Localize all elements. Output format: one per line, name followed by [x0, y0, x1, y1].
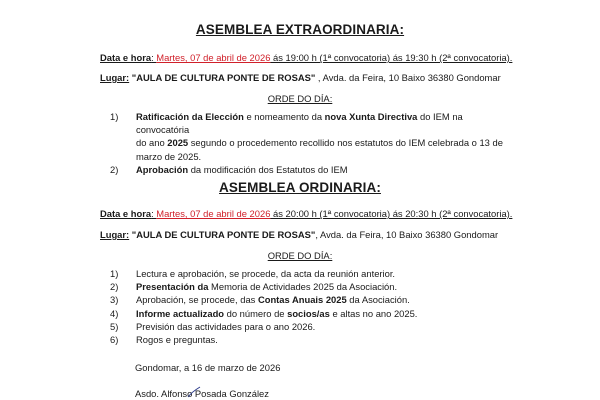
ordinaria-title: ASEMBLEA ORDINARIA:	[219, 180, 381, 195]
ordinaria-place-address: , Avda. da Feira, 10 Baixo 36380 Gondomar	[315, 229, 499, 240]
ordinaria-place-name: "AULA DE CULTURA PONTE DE ROSAS"	[131, 229, 316, 240]
item-number: 4)	[110, 307, 119, 319]
item-text: Memoria de Actividades 2025 da Asociación.	[208, 281, 398, 293]
extraordinaria-agenda-list	[110, 110, 510, 176]
list-item	[110, 280, 510, 293]
item-text: Aprobación, se procede, das	[136, 294, 258, 306]
item-text: do número de	[224, 307, 288, 319]
extraordinaria-date-line	[100, 52, 512, 63]
item-text-bold: Ratificación da Elección	[136, 111, 244, 122]
item-text-bold: 2025	[167, 137, 189, 149]
item-text-bold: Contas Anuais 2025	[257, 294, 347, 306]
item-text: e altas no ano 2025.	[329, 307, 418, 319]
item-number: 2)	[110, 281, 119, 293]
item-text: da modificación dos Estatutos do IEM	[188, 163, 348, 175]
list-item	[110, 293, 510, 306]
item-number: 2)	[110, 163, 119, 175]
list-item	[110, 307, 510, 320]
item-text: segundo o procedemento recollido nos estatutos do IEM celebrada o 13 de	[188, 137, 503, 149]
ordinaria-place-label: Lugar:	[100, 229, 130, 240]
list-item	[110, 320, 510, 333]
item-text-bold: nova Xunta Directiva	[324, 111, 418, 122]
item-text: Lectura e aprobación, se procede, da acta da reunión anterior.	[136, 268, 396, 279]
ordinaria-date-line	[100, 208, 512, 219]
item-number: 5)	[110, 320, 119, 332]
item-number: 1)	[110, 111, 119, 122]
list-item	[110, 333, 510, 346]
list-item	[110, 267, 510, 280]
item-number: 1)	[110, 268, 119, 279]
ordinaria-time-text: ás 20:00 h (1ª convocatoria) ás 20:30 h (2ª convocatoria).	[270, 208, 513, 219]
extraordinaria-title: ASEMBLEA EXTRAORDINARIA:	[195, 22, 405, 37]
extraordinaria-date-value: Martes, 07 de abril de 2026	[156, 52, 271, 63]
item-text: e nomeamento da	[243, 111, 325, 122]
extraordinaria-place-address: , Avda. da Feira, 10 Baixo 36380 Gondomar	[315, 72, 501, 83]
extraordinaria-place-line	[100, 72, 501, 83]
item-text-bold: socios/as	[287, 307, 330, 319]
extraordinaria-place-label: Lugar:	[100, 72, 130, 83]
list-item	[110, 110, 510, 163]
list-item	[110, 163, 510, 176]
item-text: marzo de 2025.	[136, 150, 202, 162]
extraordinaria-time-text: ás 19:00 h (1ª convocatoria) ás 19:30 h (2ª convocatoria).	[270, 52, 513, 63]
extraordinaria-agenda-heading: ORDE DO DÍA:	[267, 93, 333, 104]
item-text: do IEM na convocatória	[136, 111, 463, 136]
extraordinaria-date-label: Data e hora	[100, 52, 152, 63]
item-text: da Asociación.	[346, 294, 410, 306]
ordinaria-date-value: Martes, 07 de abril de 2026	[156, 208, 271, 219]
item-number: 3)	[110, 294, 119, 306]
item-number: 6)	[110, 334, 119, 346]
item-text: Rogos e preguntas.	[136, 334, 218, 346]
item-text: Previsión das actividades para o ano 2026.	[136, 320, 316, 332]
extraordinaria-place-name: "AULA DE CULTURA PONTE DE ROSAS"	[131, 72, 316, 83]
ordinaria-agenda-list	[110, 267, 510, 346]
ordinaria-date-sep: :	[151, 208, 157, 219]
place-and-date: Gondomar, a 16 de marzo de 2026	[135, 362, 281, 373]
item-text: do ano	[136, 137, 168, 149]
ordinaria-date-label: Data e hora	[100, 208, 152, 219]
ordinaria-place-line	[100, 229, 498, 240]
item-text-bold: Informe actualizado	[136, 307, 225, 319]
extraordinaria-date-sep: :	[151, 52, 157, 63]
signature-stroke-icon	[187, 386, 201, 398]
signature-line: Asdo. Alfonso Posada González	[135, 388, 269, 399]
item-text-bold: Presentación da	[136, 281, 209, 293]
ordinaria-agenda-heading: ORDE DO DÍA:	[267, 250, 333, 261]
item-text-bold: Aprobación	[136, 163, 189, 175]
